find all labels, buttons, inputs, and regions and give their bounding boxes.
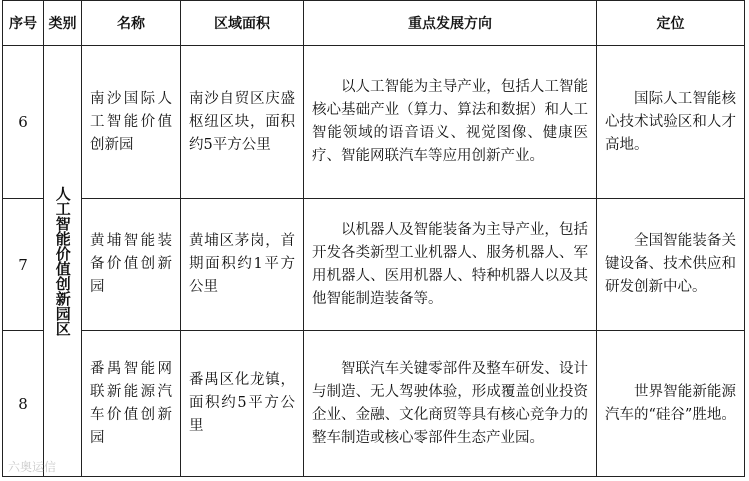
category-label: 人工智能价值创新园区 [53,186,72,336]
row-index: 7 [3,199,44,331]
name-cell [82,199,181,331]
row-index: 6 [3,46,44,199]
zone-name: 黄埔智能装备价值创新园 [90,233,172,295]
direction-cell [304,199,597,331]
zone-name: 南沙国际人工智能价值创新园 [90,90,172,153]
zone-positioning: 国际人工智能核心技术试验区和人才高地。 [605,90,736,153]
zone-name: 番禺智能网联新能源汽车价值创新园 [90,360,172,446]
zone-positioning: 全国智能装备关键设备、技术供应和研发创新中心。 [605,233,736,295]
header-row [3,1,745,46]
direction-cell [304,46,597,199]
zone-positioning: 世界智能新能源汽车的“硅谷”胜地。 [605,383,736,423]
zone-direction: 以机器人及智能装备为主导产业，包括开发各类新型工业机器人、服务机器人、军用机器人、医用机器人、特种机器人以及其他智能制造装备等。 [312,221,588,307]
zone-direction: 以人工智能为主导产业，包括人工智能核心基础产业（算力、算法和数据）和人工智能领域的语音语义、视觉图像、健康医疗、智能网联汽车等应用创新产业。 [312,79,588,164]
name-cell [82,46,181,199]
zone-direction: 智联汽车关键零部件及整车研发、设计与制造、无人驾驶体验，形成覆盖创业投资企业、金融、文化商贸等具有核心竞争力的整车制造或核心零部件生态产业园。 [312,360,588,446]
area-cell [181,331,304,477]
table-row [3,46,745,199]
watermark: 六奥运信 [8,460,57,474]
direction-cell [304,331,597,477]
header-positioning: 定位 [597,1,745,46]
development-zones-table [2,0,745,477]
table-row [3,199,745,331]
positioning-cell [597,199,745,331]
area-cell [181,46,304,199]
header-area: 区域面积 [181,1,304,46]
table-row [3,331,745,477]
name-cell [82,331,181,477]
positioning-cell [597,46,745,199]
header-index: 序号 [3,1,44,46]
category-cell [44,46,82,477]
zone-area: 南沙自贸区庆盛枢纽区块，面积约5平方公里 [189,90,295,153]
row-index: 8 [3,331,44,477]
header-direction: 重点发展方向 [304,1,597,46]
positioning-cell [597,331,745,477]
header-name: 名称 [82,1,181,46]
zone-area: 黄埔区茅岗，首期面积约1平方公里 [189,233,295,295]
header-category: 类别 [44,1,82,46]
zone-area: 番禺区化龙镇，面积约5平方公里 [189,372,295,434]
area-cell [181,199,304,331]
